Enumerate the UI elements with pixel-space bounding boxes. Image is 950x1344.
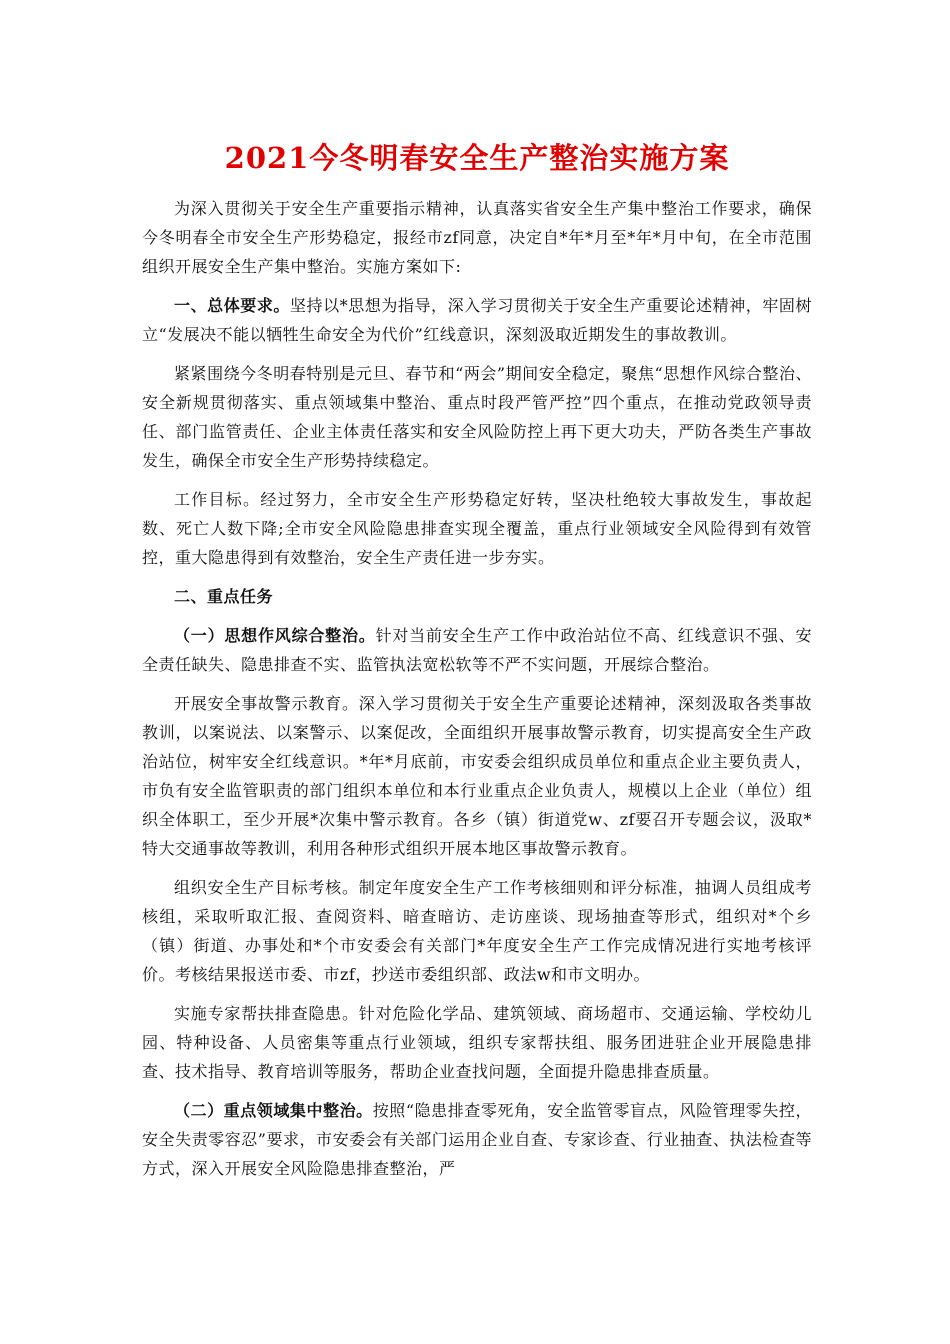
ideology-rectification-paragraph (142, 621, 812, 679)
expert-assistance-paragraph: 实施专家帮扶排查隐患。针对危险化学品、建筑领域、商场超市、交通运输、学校幼儿园、特种设备、人员密集等重点行业领域，组织专家帮扶组、服务团进驻企业开展隐患排查、技术指导、教育培训等服务，帮助企业查找问题，全面提升隐患排查质量。 (142, 1004, 812, 1081)
ideology-rectification-text: 针对当前安全生产工作中政治站位不高、红线意识不强、安全责任缺失、隐患排查不实、监管执法宽松软等不严不实问题，开展综合整治。 (142, 626, 812, 674)
document-body (142, 136, 812, 1193)
general-requirements-text: 坚持以*思想为指导，深入学习贯彻关于安全生产重要论述精神，牢固树立“发展决不能以牺牲生命安全为代价”红线意识，深刻汲取近期发生的事故教训。 (142, 296, 812, 344)
work-goal-paragraph: 工作目标。经过努力，全市安全生产形势稳定好转，坚决杜绝较大事故发生，事故起数、死亡人数下降;全市安全风险隐患排查实现全覆盖，重点行业领域安全风险得到有效管控，重大隐患得到有效整治，安全生产责任进一步夯实。 (142, 490, 812, 567)
key-areas-rectification-heading: （二）重点领域集中整治。 (174, 1101, 373, 1120)
general-requirements-paragraph (142, 291, 812, 349)
key-areas-rectification-text: 按照“隐患排查零死角，安全监管零盲点，风险管理零失控，安全失责零容忍”要求，市安委会有关部门运用企业自查、专家诊查、行业抽查、执法检查等方式，深入开展安全风险隐患排查整治，严 (142, 1101, 812, 1178)
key-tasks-heading: 二、重点任务 (174, 587, 274, 606)
focus-paragraph: 紧紧围绕今冬明春特别是元旦、春节和“两会”期间安全稳定，聚焦“思想作风综合整治、安全新规贯彻落实、重点领域集中整治、重点时段严管严控”四个重点，在推动党政领导责任、部门监管责任、企业主体责任落实和安全风险防控上再下更大功夫，严防各类生产事故发生，确保全市安全生产形势持续稳定。 (142, 364, 812, 470)
document-title: 2021今冬明春安全生产整治实施方案 (224, 141, 730, 175)
key-areas-rectification-paragraph (142, 1096, 812, 1183)
ideology-rectification-heading: （一）思想作风综合整治。 (174, 626, 376, 645)
target-assessment-paragraph: 组织安全生产目标考核。制定年度安全生产工作考核细则和评分标准，抽调人员组成考核组，采取听取汇报、查阅资料、暗查暗访、走访座谈、现场抽查等形式，组织对*个乡（镇）街道、办事处和*个市安委会有关部门*年度安全生产工作完成情况进行实地考核评价。考核结果报送市委、市zf，抄送市委组织部、政法w和市文明办。 (142, 878, 812, 984)
warning-education-paragraph: 开展安全事故警示教育。深入学习贯彻关于安全生产重要论述精神，深刻汲取各类事故教训，以案说法、以案警示、以案促改，全面组织开展事故警示教育，切实提高安全生产政治站位，树牢安全红线意识。*年*月底前，市安委会组织成员单位和重点企业主要负责人，市负有安全监管职责的部门组织本单位和本行业重点企业负责人，规模以上企业（单位）组织全体职工，至少开展*次集中警示教育。各乡（镇）街道党w、zf要召开专题会议，汲取*特大交通事故等教训，利用各种形式组织开展本地区事故警示教育。 (142, 694, 812, 858)
general-requirements-heading: 一、总体要求。 (174, 296, 290, 315)
intro-paragraph: 为深入贯彻关于安全生产重要指示精神，认真落实省安全生产集中整治工作要求，确保今冬明春全市安全生产形势稳定，报经市zf同意，决定自*年*月至*年*月中旬，在全市范围组织开展安全生产集中整治。实施方案如下: (142, 199, 812, 276)
